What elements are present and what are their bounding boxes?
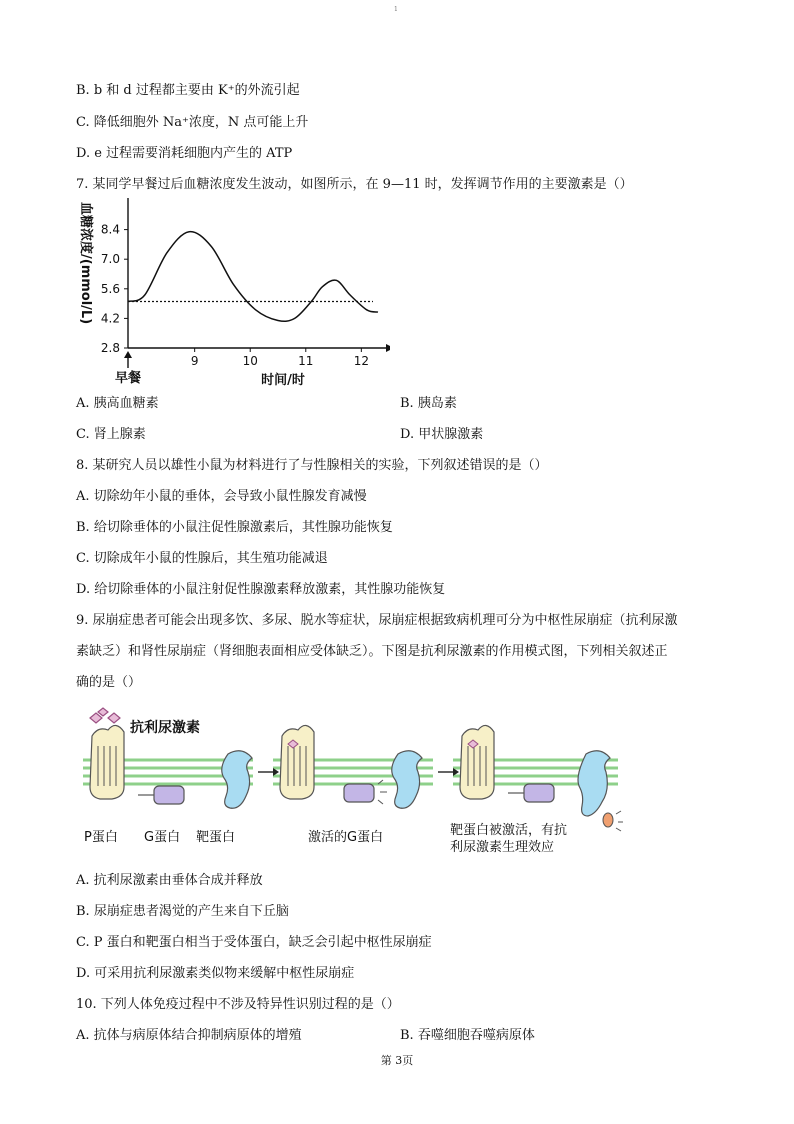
x-tick-label: 9 xyxy=(190,354,199,368)
breakfast-arrow-head xyxy=(124,351,132,358)
q9-stem-line3: 确的是（） xyxy=(76,675,142,690)
p-protein-3 xyxy=(460,725,494,799)
p-protein-1 xyxy=(90,725,124,799)
activated-target-protein xyxy=(578,751,623,831)
y-tick-label: 4.2 xyxy=(100,311,120,326)
x-tick-label: 12 xyxy=(353,354,369,368)
y-tick-label: 8.4 xyxy=(100,222,120,237)
q8-option-d: D. 给切除垂体的小鼠注射促性腺激素释放激素，其性腺功能恢复 xyxy=(76,582,446,597)
page-number: 第 3页 xyxy=(380,1054,414,1067)
q6-option-b: B. b 和 d 过程都主要由 K⁺的外流引起 xyxy=(76,83,300,98)
p-protein-2 xyxy=(280,725,314,799)
q8-stem: 8. 某研究人员以雄性小鼠为材料进行了与性腺相关的实验，下列叙述错误的是（） xyxy=(76,458,548,473)
q8-option-b: B. 给切除垂体的小鼠注促性腺激素后，其性腺功能恢复 xyxy=(76,520,393,535)
y-tick-label: 5.6 xyxy=(100,281,120,296)
q9-option-d: D. 可采用抗利尿激素类似物来缓解中枢性尿崩症 xyxy=(76,966,355,981)
y-axis-label: 血糖浓度/(mmol/L) xyxy=(78,202,93,325)
x-tick-label: 10 xyxy=(242,354,258,368)
q9-option-b: B. 尿崩症患者渴觉的产生来自下丘脑 xyxy=(76,904,289,919)
q6-option-c: C. 降低细胞外 Na⁺浓度，N 点可能上升 xyxy=(76,115,309,130)
y-tick-label: 7.0 xyxy=(100,252,120,267)
adh-mechanism-diagram xyxy=(78,706,623,866)
target-protein-label: 靶蛋白 xyxy=(196,830,236,845)
q10-option-a: A. 抗体与病原体结合抑制病原体的增殖 xyxy=(76,1028,302,1043)
q6-option-d: D. e 过程需要消耗细胞内产生的 ATP xyxy=(76,146,293,161)
x-axis-arrow xyxy=(386,344,390,352)
x-axis-label: 时间/时 xyxy=(261,373,305,388)
g-protein-1 xyxy=(138,786,184,804)
hormone-molecule-icon xyxy=(98,708,108,716)
glucose-curve xyxy=(128,232,378,322)
activated-g-label: 激活的G蛋白 xyxy=(308,830,384,845)
q9-stem-line1: 9. 尿崩症患者可能会出现多饮、多尿、脱水等症状，尿崩症根据致病机理可分为中枢性尿崩症（抗利尿激 xyxy=(76,613,678,628)
q7-option-d: D. 甲状腺激素 xyxy=(400,427,484,442)
y-tick-label: 2.8 xyxy=(100,341,120,355)
q8-option-c: C. 切除成年小鼠的性腺后，其生殖功能减退 xyxy=(76,551,328,566)
g-protein-label: G蛋白 xyxy=(144,830,181,845)
target-protein-2 xyxy=(392,751,422,808)
g-protein-3 xyxy=(508,784,554,802)
q7-option-b: B. 胰岛素 xyxy=(400,396,457,411)
p-protein-label: P蛋白 xyxy=(84,830,118,845)
result-label-line2: 利尿激素生理效应 xyxy=(450,840,555,855)
cell-membrane xyxy=(83,760,618,784)
q8-option-a: A. 切除幼年小鼠的垂体，会导致小鼠性腺发育减慢 xyxy=(76,489,367,504)
q7-stem: 7. 某同学早餐过后血糖浓度发生波动，如图所示，在 9—11 时，发挥调节作用的主要激素是（） xyxy=(76,177,633,192)
target-protein-1 xyxy=(222,751,252,808)
q7-option-c: C. 肾上腺素 xyxy=(76,427,146,442)
result-label-line1: 靶蛋白被激活，有抗 xyxy=(450,823,568,838)
q10-option-b: B. 吞噬细胞吞噬病原体 xyxy=(400,1028,535,1043)
blood-glucose-chart xyxy=(70,198,390,388)
q9-option-c: C. P 蛋白和靶蛋白相当于受体蛋白，缺乏会引起中枢性尿崩症 xyxy=(76,935,432,950)
hormone-molecule-icon xyxy=(108,713,120,723)
q9-option-a: A. 抗利尿激素由垂体合成并释放 xyxy=(76,873,263,888)
x-tick-label: 11 xyxy=(298,354,314,368)
q7-option-a: A. 胰高血糖素 xyxy=(76,396,159,411)
page-marker: 1 xyxy=(394,6,398,13)
q9-stem-line2: 素缺乏）和肾性尿崩症（肾细胞表面相应受体缺乏）。下图是抗利尿激素的作用模式图，下列相关叙述正 xyxy=(76,644,668,659)
q10-stem: 10. 下列人体免疫过程中不涉及特异性识别过程的是（） xyxy=(76,997,400,1012)
hormone-label: 抗利尿激素 xyxy=(130,720,200,736)
breakfast-label: 早餐 xyxy=(114,371,142,386)
